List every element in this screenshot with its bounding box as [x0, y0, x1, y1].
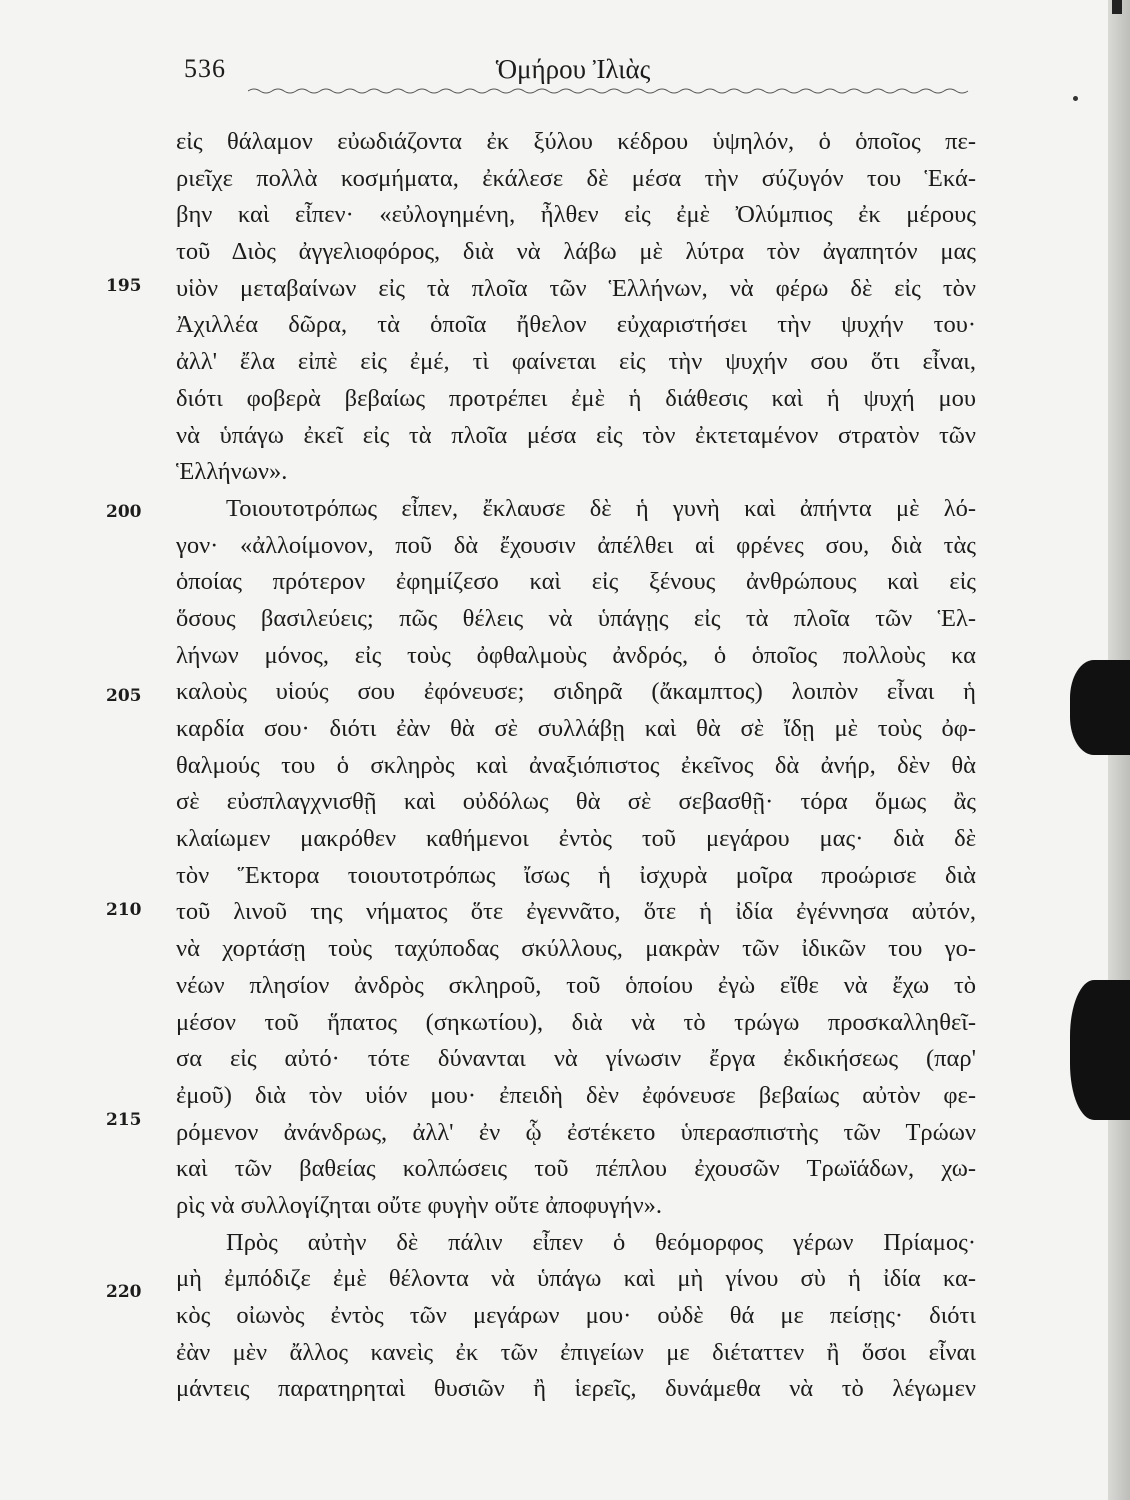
text-line: διότι φοβερὰ βεβαίως προτρέπει ἐμὲ ἡ διάθεσις καὶ ἡ ψυχή μου [176, 384, 976, 412]
line-number: 210 [106, 900, 142, 920]
text-line: ρὶς νὰ συλλογίζηται οὔτε φυγὴν οὔτε ἀποφυγήν». [176, 1191, 663, 1219]
torn-edge-mark [1070, 980, 1130, 1120]
text-line: βην καὶ εἶπεν· «εὐλογημένη, ἦλθεν εἰς ἐμὲ Ὀλύμπιος ἐκ μέρους [176, 201, 976, 229]
text-line: ἐὰν μὲν ἄλλος κανεὶς ἐκ τῶν ἐπιγείων με διέταττεν ἢ ὅσοι εἶναι [176, 1338, 976, 1366]
paragraph-start-line: Τοιουτοτρόπως εἶπεν, ἔκλαυσε δὲ ἡ γυνὴ καὶ ἀπήντα μὲ λό- [226, 494, 976, 522]
ink-dot [1073, 96, 1078, 101]
text-line: σα εἰς αὐτό· τότε δύνανται νὰ γίνωσιν ἔργα ἐκδικήσεως (παρ' [176, 1045, 976, 1073]
torn-edge-mark [1070, 660, 1130, 755]
line-number: 215 [106, 1110, 142, 1130]
text-line: τοῦ Διὸς ἀγγελιοφόρος, διὰ νὰ λάβω μὲ λύτρα τὸν ἀγαπητόν μας [176, 238, 976, 266]
text-line: λήνων μόνος, εἰς τοὺς ὀφθαλμοὺς ἀνδρός, ὁ ὁποῖος πολλοὺς κα [176, 641, 976, 669]
text-line: ὅσους βασιλεύεις; πῶς θέλεις νὰ ὑπάγῃς εἰς τὰ πλοῖα τῶν Ἑλ- [176, 604, 976, 632]
text-line: κὸς οἰωνὸς ἐντὸς τῶν μεγάρων μου· οὐδὲ θά με πείσῃς· διότι [176, 1302, 976, 1329]
text-line: νὰ χορτάσῃ τοὺς ταχύποδας σκύλλους, μακρὰν τῶν ἰδικῶν του γο- [176, 935, 976, 963]
text-line: ριεῖχε πολλὰ κοσμήματα, ἐκάλεσε δὲ μέσα τὴν σύζυγόν του Ἑκά- [176, 164, 976, 192]
text-line: ὁποίας πρότερον ἐφημίζεσο καὶ εἰς ξένους ἀνθρώπους καὶ εἰς [176, 568, 976, 596]
text-line: νὰ ὑπάγω ἐκεῖ εἰς τὰ πλοῖα μέσα εἰς τὸν ἐκτεταμένον στρατὸν τῶν [176, 421, 976, 449]
page-number: 536 [184, 54, 226, 83]
line-number: 220 [106, 1282, 142, 1302]
text-line: κλαίωμεν μακρόθεν καθήμενοι ἐντὸς τοῦ μεγάρου μας· διὰ δὲ [176, 825, 976, 853]
text-line: σὲ εὐσπλαγχνισθῇ καὶ οὐδόλως θὰ σὲ σεβασθῇ· τόρα ὅμως ἂς [176, 788, 976, 816]
text-line: ἀλλ' ἔλα εἰπὲ εἰς ἐμέ, τὶ φαίνεται εἰς τὴν ψυχήν σου ὅτι εἶναι, [176, 348, 976, 376]
line-number: 205 [106, 686, 142, 706]
text-line: ρόμενον ἀνάνδρως, ἀλλ' ἐν ᾧ ἐστέκετο ὑπερασπιστὴς τῶν Τρώων [176, 1118, 976, 1146]
text-line: ἐμοῦ) διὰ τὸν υἱόν μου· ἐπειδὴ δὲν ἐφόνευσε βεβαίως αὐτὸν φε- [176, 1081, 976, 1109]
text-line: καλοὺς υἱούς σου ἐφόνευσε; σιδηρᾶ (ἄκαμπτος) λοιπὸν εἶναι ἡ [176, 678, 976, 706]
text-line: τὸν Ἕκτορα τοιουτοτρόπως ἴσως ἡ ἰσχυρὰ μοῖρα προώρισε διὰ [176, 861, 976, 889]
text-line: νέων πλησίον ἀνδρὸς σκληροῦ, τοῦ ὁποίου ἐγὼ εἴθε νὰ ἔχω τὸ [176, 971, 976, 999]
paragraph-start-line: Πρὸς αὐτὴν δὲ πάλιν εἶπεν ὁ θεόμορφος γέρων Πρίαμος· [226, 1228, 976, 1256]
wavy-header-rule [248, 86, 970, 96]
running-title: Ὁμήρου Ἰλιὰς [495, 54, 651, 84]
text-line: Ἀχιλλέα δῶρα, τὰ ὁποῖα ἤθελον εὐχαριστήσει τὴν ψυχήν του· [176, 311, 976, 339]
text-line: εἰς θάλαμον εὐωδιάζοντα ἐκ ξύλου κέδρου ὑψηλόν, ὁ ὁποῖος πε- [176, 128, 976, 155]
text-line: γον· «ἀλλοίμονον, ποῦ δὰ ἔχουσιν ἀπέλθει αἱ φρένες σου, διὰ τὰς [176, 531, 976, 559]
line-number: 200 [106, 502, 142, 522]
text-line: τοῦ λινοῦ της νήματος ὅτε ἐγεννᾶτο, ὅτε ἡ ἰδία ἐγέννησα αὐτόν, [176, 898, 976, 926]
text-line: θαλμούς του ὁ σκληρὸς καὶ ἀναξιόπιστος ἐκεῖνος δὰ ἀνήρ, δὲν θὰ [176, 751, 976, 779]
text-line: καὶ τῶν βαθείας κολπώσεις τοῦ πέπλου ἐχουσῶν Τρωϊάδων, χω- [176, 1155, 976, 1183]
text-line: καρδία σου· διότι ἐὰν θὰ σὲ συλλάβῃ καὶ θὰ σὲ ἴδῃ μὲ τοὺς ὀφ- [176, 715, 976, 742]
text-line: Ἑλλήνων». [176, 458, 288, 486]
text-line: υἱὸν μεταβαίνων εἰς τὰ πλοῖα τῶν Ἑλλήνων, νὰ φέρω δὲ εἰς τὸν [176, 274, 976, 302]
line-number: 195 [106, 276, 142, 296]
text-line: μέσον τοῦ ἥπατος (σηκωτίου), διὰ νὰ τὸ τρώγω προσκαλληθεῖ- [176, 1008, 976, 1036]
text-line: μὴ ἐμπόδιζε ἐμὲ θέλοντα νὰ ὑπάγω καὶ μὴ γίνου σὺ ἡ ἰδία κα- [176, 1265, 976, 1293]
corner-mark [1112, 0, 1122, 14]
text-line: μάντεις παρατηρηταὶ θυσιῶν ἢ ἱερεῖς, δυνάμεθα νὰ τὸ λέγωμεν [176, 1375, 976, 1403]
body-text [176, 124, 976, 1408]
